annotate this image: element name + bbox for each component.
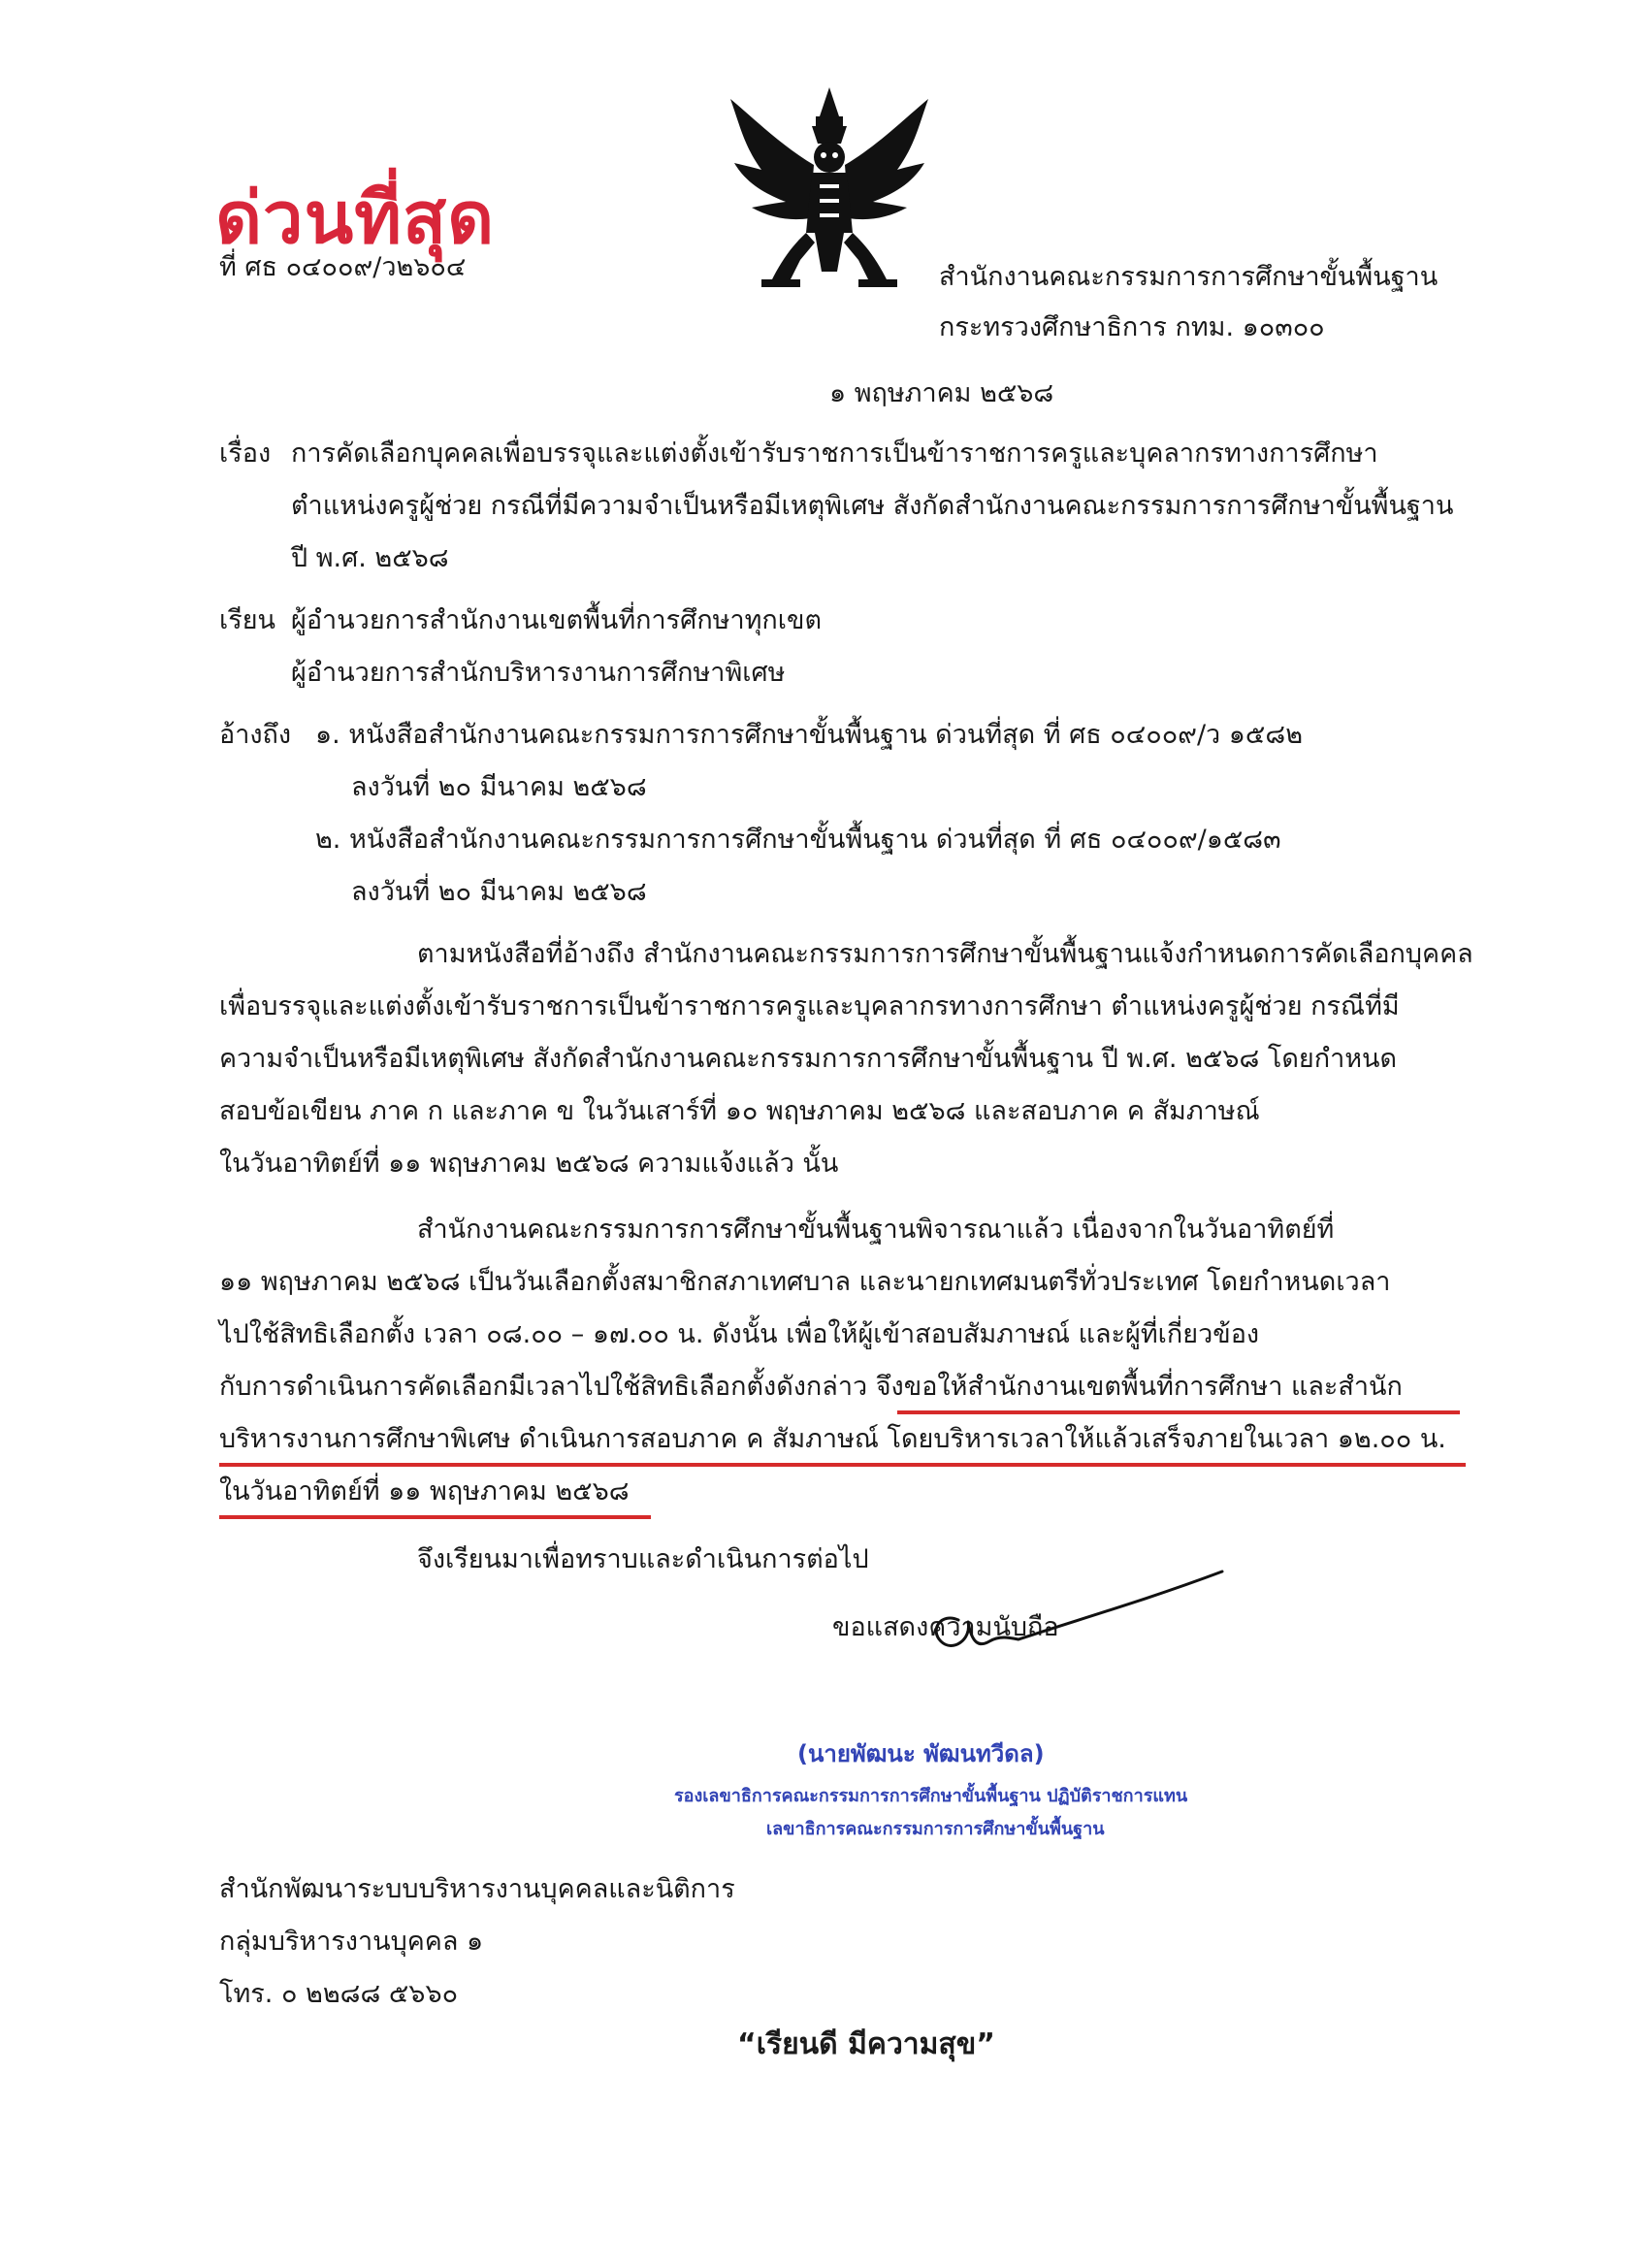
paragraph-2-line: ๑๑ พฤษภาคม ๒๕๖๘ เป็นวันเลือกตั้งสมาชิกสภาเทศบาล และนายกเทศมนตรีทั่วประเทศ โดยกำหนดเวลา — [219, 1267, 1391, 1297]
paragraph-2-line: บริหารงานการศึกษาพิเศษ ดำเนินการสอบภาค ค สัมภาษณ์ โดยบริหารเวลาให้แล้วเสร็จภายในเวลา ๑๒.๐๐ น. — [219, 1424, 1446, 1454]
emphasis-underline — [219, 1515, 651, 1519]
reference-number: ที่ ศธ ๐๔๐๐๙/ว๒๖๐๔ — [219, 252, 467, 282]
subject-line-3: ปี พ.ศ. ๒๕๖๘ — [291, 543, 449, 573]
subject-line-1: การคัดเลือกบุคคลเพื่อบรรจุและแต่งตั้งเข้ารับราชการเป็นข้าราชการครูและบุคลากรทางการศึกษา — [291, 438, 1378, 469]
footer-phone: โทร. ๐ ๒๒๘๘ ๕๖๖๐ — [219, 1979, 459, 2009]
office-address: กระทรวงศึกษาธิการ กทม. ๑๐๓๐๐ — [939, 312, 1325, 342]
emphasis-underline — [897, 1410, 1460, 1414]
references-label: อ้างถึง — [219, 720, 292, 750]
paragraph-1-line: ความจำเป็นหรือมีเหตุพิเศษ สังกัดสำนักงานคณะกรรมการการศึกษาขั้นพื้นฐาน ปี พ.ศ. ๒๕๖๘ โดยกำหนด — [219, 1044, 1398, 1074]
closing-line: จึงเรียนมาเพื่อทราบและดำเนินการต่อไป — [417, 1544, 869, 1574]
footer-group: กลุ่มบริหารงานบุคคล ๑ — [219, 1927, 484, 1957]
office-name: สำนักงานคณะกรรมการการศึกษาขั้นพื้นฐาน — [939, 262, 1439, 292]
paragraph-1-line: เพื่อบรรจุและแต่งตั้งเข้ารับราชการเป็นข้าราชการครูและบุคลากรทางการศึกษา ตำแหน่งครูผู้ช่วย กรณีที่มี — [219, 991, 1400, 1021]
reference-2-line-2: ลงวันที่ ๒๐ มีนาคม ๒๕๖๘ — [351, 877, 647, 907]
signatory-name: (นายพัฒนะ พัฒนทวีดล) — [797, 1740, 1045, 1767]
addressee-line-1: ผู้อำนวยการสำนักงานเขตพื้นที่การศึกษาทุกเขต — [291, 605, 822, 635]
handwritten-signature-icon — [912, 1552, 1242, 1678]
paragraph-1-line: ตามหนังสือที่อ้างถึง สำนักงานคณะกรรมการการศึกษาขั้นพื้นฐานแจ้งกำหนดการคัดเลือกบุคคล — [417, 939, 1473, 969]
paragraph-2-line: กับการดำเนินการคัดเลือกมีเวลาไปใช้สิทธิเลือกตั้งดังกล่าว จึงขอให้สำนักงานเขตพื้นที่การศึกษา และสำนัก — [219, 1372, 1403, 1402]
signatory-title-1: รองเลขาธิการคณะกรรมการการศึกษาขั้นพื้นฐาน ปฏิบัติราชการแทน — [674, 1786, 1188, 1806]
subject-line-2: ตำแหน่งครูผู้ช่วย กรณีที่มีความจำเป็นหรือมีเหตุพิเศษ สังกัดสำนักงานคณะกรรมการการศึกษาขั้นพื้นฐาน — [291, 491, 1454, 521]
addressee-line-2: ผู้อำนวยการสำนักบริหารงานการศึกษาพิเศษ — [291, 658, 786, 688]
paragraph-1-line: ในวันอาทิตย์ที่ ๑๑ พฤษภาคม ๒๕๖๘ ความแจ้งแล้ว นั้น — [219, 1149, 839, 1179]
emphasis-underline — [219, 1463, 1466, 1467]
document-date: ๑ พฤษภาคม ๒๕๖๘ — [829, 378, 1054, 408]
addressee-label: เรียน — [219, 605, 276, 635]
reference-2-line-1: ๒. หนังสือสำนักงานคณะกรรมการการศึกษาขั้นพื้นฐาน ด่วนที่สุด ที่ ศธ ๐๔๐๐๙/๑๕๘๓ — [315, 825, 1281, 855]
paragraph-2-line: ในวันอาทิตย์ที่ ๑๑ พฤษภาคม ๒๕๖๘ — [219, 1476, 630, 1507]
paragraph-2-line: สำนักงานคณะกรรมการการศึกษาขั้นพื้นฐานพิจารณาแล้ว เนื่องจากในวันอาทิตย์ที่ — [417, 1215, 1335, 1245]
signatory-title-2: เลขาธิการคณะกรรมการการศึกษาขั้นพื้นฐาน — [766, 1819, 1105, 1839]
garuda-emblem-icon — [723, 87, 936, 296]
paragraph-2-line: ไปใช้สิทธิเลือกตั้ง เวลา ๐๘.๐๐ – ๑๗.๐๐ น. ดังนั้น เพื่อให้ผู้เข้าสอบสัมภาษณ์ และผู้ที่เกี่ยวข้อง — [219, 1319, 1260, 1349]
footer-department: สำนักพัฒนาระบบบริหารงานบุคคลและนิติการ — [219, 1874, 735, 1904]
urgent-stamp: ด่วนที่สุด — [215, 177, 496, 260]
motto: “เรียนดี มีความสุข” — [737, 2027, 995, 2061]
paragraph-1-line: สอบข้อเขียน ภาค ก และภาค ข ในวันเสาร์ที่ ๑๐ พฤษภาคม ๒๕๖๘ และสอบภาค ค สัมภาษณ์ — [219, 1096, 1260, 1126]
reference-1-line-2: ลงวันที่ ๒๐ มีนาคม ๒๕๖๘ — [351, 772, 647, 802]
subject-label: เรื่อง — [219, 438, 272, 469]
regards-text: ขอแสดงความนับถือ — [832, 1612, 1059, 1642]
reference-1-line-1: ๑. หนังสือสำนักงานคณะกรรมการการศึกษาขั้นพื้นฐาน ด่วนที่สุด ที่ ศธ ๐๔๐๐๙/ว ๑๕๘๒ — [315, 720, 1303, 750]
